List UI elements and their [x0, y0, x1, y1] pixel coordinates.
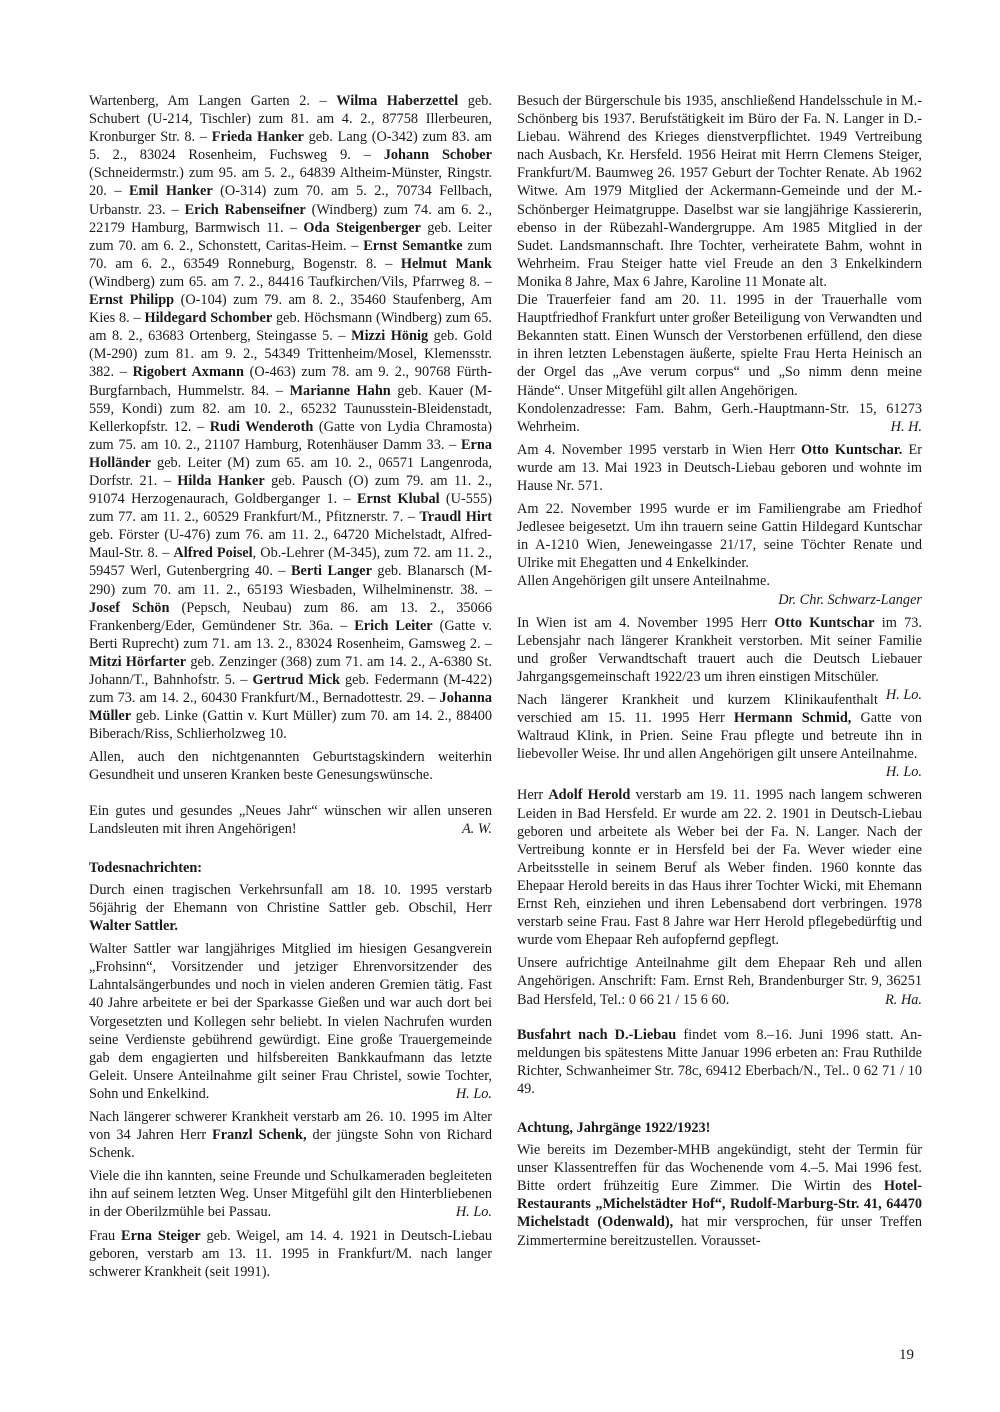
person-name: Emil Hanker [128, 183, 213, 200]
birthday-details: (Pepsch, Neubau) zum 86. am 13. 2., 35066 Frankenberg/Eder, Gemündener Str. 36a. – [89, 599, 492, 634]
person-name: Erna Steiger [121, 1227, 201, 1244]
person-name: Gertrud Mick [252, 672, 341, 688]
birthday-details: (O-463) zum 78. am 9. 2., 90768 Fürth-Burgfarnbach, Hummelstr. 84. – [89, 364, 492, 399]
text: Viele die ihn kannten, seine Freunde und Schulkameraden begleiteten ihn auf seinem letzten Weg. Unser Mitgefühl gilt den Hinterbliebenen in der Oberilzmühle bei Passau. [89, 1168, 492, 1221]
birthday-details: geb. Pausch (O) zum 79. am 11. 2., 91074 Herzogenaurach, Goldberganger 1. – [89, 472, 492, 508]
person-name: Rudi Wenderoth [209, 418, 314, 435]
person-name: Ernst Philipp [89, 292, 175, 309]
obituary-sattler-body [89, 940, 492, 1103]
birthday-details: geb. Förster (U-476) zum 76. am 11. 2., 64720 Michelstadt, Alfred-Maul-Str. 8. – [89, 527, 492, 562]
page-number: 19 [899, 1347, 914, 1363]
birthday-details: zum 70. am 6. 2., 63549 Ronneburg, Bogenstr. 8. – [89, 237, 492, 272]
person-name: Rigobert Axmann [132, 364, 244, 381]
birthday-details: geb. Kauer (M-559, Kondi) zum 82. am 10. 2., 65232 Taunusstein-Bleidenstadt, Kellerkopfstr. 12. – [89, 382, 492, 435]
birthday-details: (U-555) zum 77. am 11. 2., 60529 Frankfurt/M., Pfitznerstr. 7. – [89, 491, 492, 526]
person-name: Wilma Haberzettel [336, 93, 459, 109]
signature: A. W. [461, 820, 492, 837]
text: geb. Weigel, am 14. 4. 1921 in Deutsch-Liebau geboren, verstarb am 13. 11. 1995 in Frankfurt/M. nach langer schwerer Krankheit (seit 1991). [89, 1227, 492, 1280]
person-name: Adolf Herold [548, 787, 631, 804]
birthday-details: geb. Zenzinger (368) zum 71. am 14. 2., A-6380 St. Johann/T., Bahnhofstr. 5. – [89, 653, 492, 688]
signature: H. H. [890, 418, 922, 435]
text: Wie bereits im Dezember-MHB angekündigt, steht der Termin für unser Klassentreffen für das Wochenende vom 4.–5. Mai 1996 fest. Bitte ordert frühzeitig Eure Zimmer. Die Wirtin des [517, 1142, 922, 1195]
right-column [517, 92, 922, 1255]
person-name: Berti Langer [291, 563, 372, 580]
signature: H. Lo. [455, 1204, 492, 1221]
signature: H. Lo. [885, 687, 922, 703]
person-name: Mitzi Hörfarter [89, 653, 187, 670]
text: Walter Sattler war langjähriges Mitglied im hiesigen Gesangverein „Frohsinn“, Vorsitzender und jetziger Ehrenvorsitzender des Lahntalsängerbundes und noch in vielen anderen Gremien tätig. Fast 40 Jahre arbeitete er bei der Sparkasse Gießen und war auch dort bei Vorgesetzten und Kollegen sehr beliebt. In vielen Nachrufen wurden seine Verdienste gebührend gewürdigt. Eine große Trauergemeinde gab dem engagierten und hilfsbereiten Bankkaufmann das letzte Geleit. Unsere Anteilnahme gilt seiner Frau Christel, sowie Tochter, Sohn und Enkelkind. [89, 941, 492, 1102]
obituary-herold-end [517, 954, 922, 1008]
birthday-details: geb. Leiter (M) zum 65. am 10. 2., 06571 Langenroda, Dorfstr. 21. – [89, 454, 492, 489]
person-name: Marianne Hahn [289, 382, 391, 399]
person-name: Frieda Hanker [211, 129, 304, 146]
person-name: Helmut Mank [400, 255, 492, 272]
birthday-details: geb. Linke (Gattin v. Kurt Müller) zum 70. am 14. 2., 88400 Biberach/Riss, Schlierholzweg 10. [89, 708, 492, 743]
text: Er wurde am 13. Mai 1923 in Deutsch-Liebau geboren und wohnte im Hause Nr. 571. [517, 441, 923, 494]
birthday-details: (Schneidermstr.) zum 95. am 5. 2., 64839 Altheim-Münster, Ringstr. 20. – [89, 165, 492, 200]
signature: H. Lo. [455, 1085, 492, 1102]
jahrgang-notice [517, 1141, 922, 1250]
birthday-details: Wartenberg, Am Langen Garten 2. – [89, 93, 337, 109]
left-column [89, 92, 492, 1286]
person-name: Ernst Semantke [363, 237, 463, 254]
bus-trip-heading: Busfahrt nach D.-Liebau [517, 1026, 677, 1043]
signature: H. Lo. [885, 764, 922, 781]
text: findet vom 8.–16. Juni 1996 statt. Anmeldungen bis spätestens Mitte Januar 1996 erbeten an: Frau Ruthilde Richter, Schwanheimer Str. 78c, 69412 Eberbach/N., Tel.. 0 62 71 / 10 49. [517, 1026, 922, 1097]
signature: Dr. Chr. Schwarz-Langer [778, 591, 922, 608]
obituary-schenk-body [89, 1167, 492, 1221]
person-name: Erna Holländer [89, 436, 492, 471]
person-name: Hermann Schmid, [733, 710, 852, 727]
person-name: Johann Schober [383, 147, 492, 164]
wishes-paragraph: Allen, auch den nichtgenannten Geburtstagskindern weiterhin Gesundheit und unseren Kranken beste Genesungswünsche. [89, 749, 492, 784]
obituary-steiger-address [517, 400, 922, 436]
text: In Wien ist am 4. November 1995 Herr [517, 614, 775, 631]
obituary-steiger-funeral: Die Trauerfeier fand am 20. 11. 1995 in der Trauerhalle vom Hauptfriedhof Frankfurt unter großer Beteiligung von Verwandten und Bekannten statt. Einen Wunsch der Verstorbenen erfüllend, den diese in ihren letzten Lebenstagen äußerte, spielte Frau Herta Heinisch an der Orgel das „Ave verum corpus“ und „So nimm denn meine Hände“. Unser Mitgefühl gilt allen Angehörigen. [517, 292, 922, 399]
obituary-steiger [89, 1227, 492, 1281]
person-name: Walter Sattler. [89, 918, 178, 935]
new-year-paragraph [89, 802, 492, 838]
text: im 73. Lebensjahr nach längerer Krankheit verstorben. Mit seiner Familie und großer Verwandtschaft trauert auch die Deutsch Liebauer Jahrgangsgemeinschaft 1922/23 um ihren einstigen Mitschüler. [517, 614, 922, 685]
person-name: Hildegard Schomber [144, 310, 273, 327]
person-name: Josef Schön [89, 599, 170, 616]
bus-trip-notice [517, 1026, 922, 1098]
birthday-details: geb. Leiter zum 70. am 6. 2., Schonstett, Caritas-Heim. – [89, 219, 492, 254]
person-name: Otto Kuntschar. [800, 441, 903, 458]
text: Frau [89, 1227, 122, 1244]
birthday-details: geb. Blanarsch (M-290) zum 70. am 11. 2., 65193 Wiesbaden, Wilhelminenstr. 38. – [89, 563, 492, 598]
text: Nach längerer schwerer Krankheit verstarb am 26. 10. 1995 im Alter von 34 Jahren Herr [89, 1108, 492, 1144]
person-name: Hilda Hanker [177, 472, 265, 489]
text: hat mir versprochen, für unser Treffen Zimmertermine bereitzustellen. Vorausset- [517, 1214, 922, 1249]
birthday-details: geb. Schubert (U-214, Tischler) zum 81. am 4. 2., 87758 Illerbeuren, Kronburger Str. 8. – [89, 93, 492, 146]
obituary-sattler-intro [89, 881, 492, 935]
hotel-name: Hotel-Restaurants „Michelstädter Hof“, Rudolf-Marburg-Str. 41, 64470 Michelstadt (Odenwald), [517, 1178, 922, 1231]
person-name: Alfred Poisel [173, 545, 253, 562]
birthday-details: (Gatte v. Berti Ruprecht) zum 71. am 13. 2., 83024 Rosenheim, Gamsweg 2. – [89, 617, 493, 652]
text: verstarb am 19. 11. 1995 nach langem schweren Leiden in Bad Hersfeld. Er wurde am 22. 2. 1901 in Deutsch-Liebau geboren und arbeitete als Weber bei der Fa. N. Langer. Nach der Vertreibung konnte er in Hersfeld bei der Fa. Wever wieder eine Arbeitsstelle in seinem Beruf als Weber finden. 1960 konnte das Ehepaar Herold bereits in das Haus ihrer Tochter Wicki, mit Ehemann Ernst Reh, einziehen und ihren Lebensabend dort verbringen. 1978 verstarb seine Frau. Fast 8 Jahre war Herr Herold pflegebedürftig und wurde vom Ehepaar Reh aufopfernd gepflegt. [517, 787, 922, 949]
person-name: Erich Rabenseifner [184, 201, 306, 218]
text: Durch einen tragischen Verkehrsunfall am 18. 10. 1995 verstarb 56jährig der Ehemann von Christine Sattler geb. Obschil, Herr [89, 881, 492, 916]
obituary-herold [517, 786, 922, 949]
obituary-kuntschar-2 [517, 614, 922, 703]
obituary-schmid [517, 691, 922, 763]
birthday-details: , Ob.-Lehrer (M-345), zum 72. am 11. 2., 59457 Werl, Gutenbergring 40. – [89, 545, 492, 580]
text: der jüngste Sohn von Richard Schenk. [89, 1127, 493, 1162]
text: Am 4. November 1995 verstarb in Wien Herr [517, 441, 801, 458]
person-name: Franzl Schenk, [212, 1127, 307, 1144]
obituary-schenk [89, 1108, 492, 1162]
birthday-details: (Windberg) zum 65. am 7. 2., 84416 Taufkirchen/Vils, Pfarrweg 8. – [89, 273, 492, 290]
obituary-kuntschar-1 [517, 441, 922, 495]
person-name: Traudl Hirt [419, 509, 492, 526]
obituary-kuntschar-1-body: Am 22. November 1995 wurde er im Familiengrabe am Friedhof Jedlesee beigesetzt. Um ihn trauern seine Gattin Hildegard Kuntschar in A-1210 Wien, Jeneweingasse 21/17, seine Töchter Renate und Ulrike mit Ehegatten und 4 Enkelkinder. [517, 501, 922, 572]
birthday-details: (O-104) zum 79. am 8. 2., 35460 Staufenberg, Am Kies 8. – [89, 292, 492, 327]
obituary-steiger-continued: Besuch der Bürgerschule bis 1935, anschließend Handelsschule in M.-Schönberg bis 1937. Berufstätigkeit im Büro der Fa. N. Langer in D.-Liebau. Während des Krieges dienstverpflichtet. 1949 Vertreibung nach Ausbach, Kr. Hersfeld. 1956 Heirat mit Herrn Clemens Steiger, Frankfurt/M. Baumweg 26. 1957 Geburt der Tochter Renate. Ab 1962 Witwe. Am 1979 Mitglied der Ackermann-Gemeinde und der M.-Schönberger Heimatgruppe. Daselbst war sie langjährige Kassiererin, ebenso in der Rübezahl-Wandergruppe. Am 1985 Mitglied in der Sudet. Landsmannschaft. Ihre Tochter, verheiratete Bahm, wohnt in Wehrheim. Frau Steiger hatte viel Freude an den 3 Enkelkindern Monika 8 Jahre, Max 6 Jahre, Karoline 11 Monate alt. [517, 93, 922, 290]
birthday-details: geb. Lang (O-342) zum 83. am 5. 2., 83024 Rosenheim, Fuchsweg 9. – [89, 129, 492, 164]
person-name: Mizzi Hönig [351, 328, 429, 345]
birthday-details: (O-314) zum 70. am 5. 2., 70734 Fellbach, Urbanstr. 23. – [89, 183, 493, 218]
birthday-details: (Windberg) zum 74. am 6. 2., 22179 Hamburg, Barmwisch 11. – [89, 201, 492, 236]
person-name: Otto Kuntschar [774, 614, 875, 631]
person-name: Johanna Müller [89, 690, 492, 725]
birthday-details: geb. Federmann (M-422) zum 73. am 14. 2., 60430 Frankfurt/M., Bernadottestr. 29. – [89, 672, 492, 707]
text: Unsere aufrichtige Anteilnahme gilt dem Ehepaar Reh und allen Angehörigen. Anschrift: Fam. Ernst Reh, Brandenburger Str. 9, 36251 Bad Hersfeld, Tel.: 0 66 21 / 15 6 60. [517, 955, 922, 1008]
birthday-details: geb. Höchsmann (Windberg) zum 65. am 8. 2., 63683 Ortenberg, Steingasse 5. – [89, 310, 492, 345]
person-name: Erich Leiter [354, 617, 433, 634]
birthday-details: geb. Gold (M-290) zum 81. am 9. 2., 54349 Trittenheim/Mosel, Klemensstr. 382. – [89, 328, 492, 381]
obituary-kuntschar-1-end: Allen Angehörigen gilt unsere Anteilnahme. [517, 573, 770, 590]
text: Nach längerer Krankheit und kurzem Klinikaufenthalt verschied am 15. 11. 1995 Herr [517, 692, 878, 727]
person-name: Ernst Klubal [356, 491, 440, 508]
signature: R. Ha. [885, 991, 922, 1008]
person-name: Oda Steigenberger [303, 219, 421, 236]
birthday-list [89, 92, 492, 743]
text: Herr [517, 787, 549, 804]
section-heading-deaths: Todesnachrichten: [89, 859, 203, 876]
new-year-text: Ein gutes und gesundes „Neues Jahr“ wünschen wir allen unseren Landsleuten mit ihren Angehörigen! [89, 802, 492, 837]
section-heading-jahrgang: Achtung, Jahrgänge 1922/1923! [517, 1119, 711, 1136]
text: Gatte von Waltraud Klink, in Prien. Seine Frau pflegte und betreute ihn in liebevoller Weise. Ihr und allen Angehörigen gilt unsere Anteilnahme. [517, 710, 922, 763]
birthday-details: (Gatte von Lydia Chramosta) zum 75. am 10. 2., 21107 Hamburg, Rotenhäuser Damm 33. – [89, 418, 492, 453]
text: Kondolenzadresse: Fam. Bahm, Gerh.-Hauptmann-Str. 15, 61273 Wehrheim. [517, 400, 922, 435]
